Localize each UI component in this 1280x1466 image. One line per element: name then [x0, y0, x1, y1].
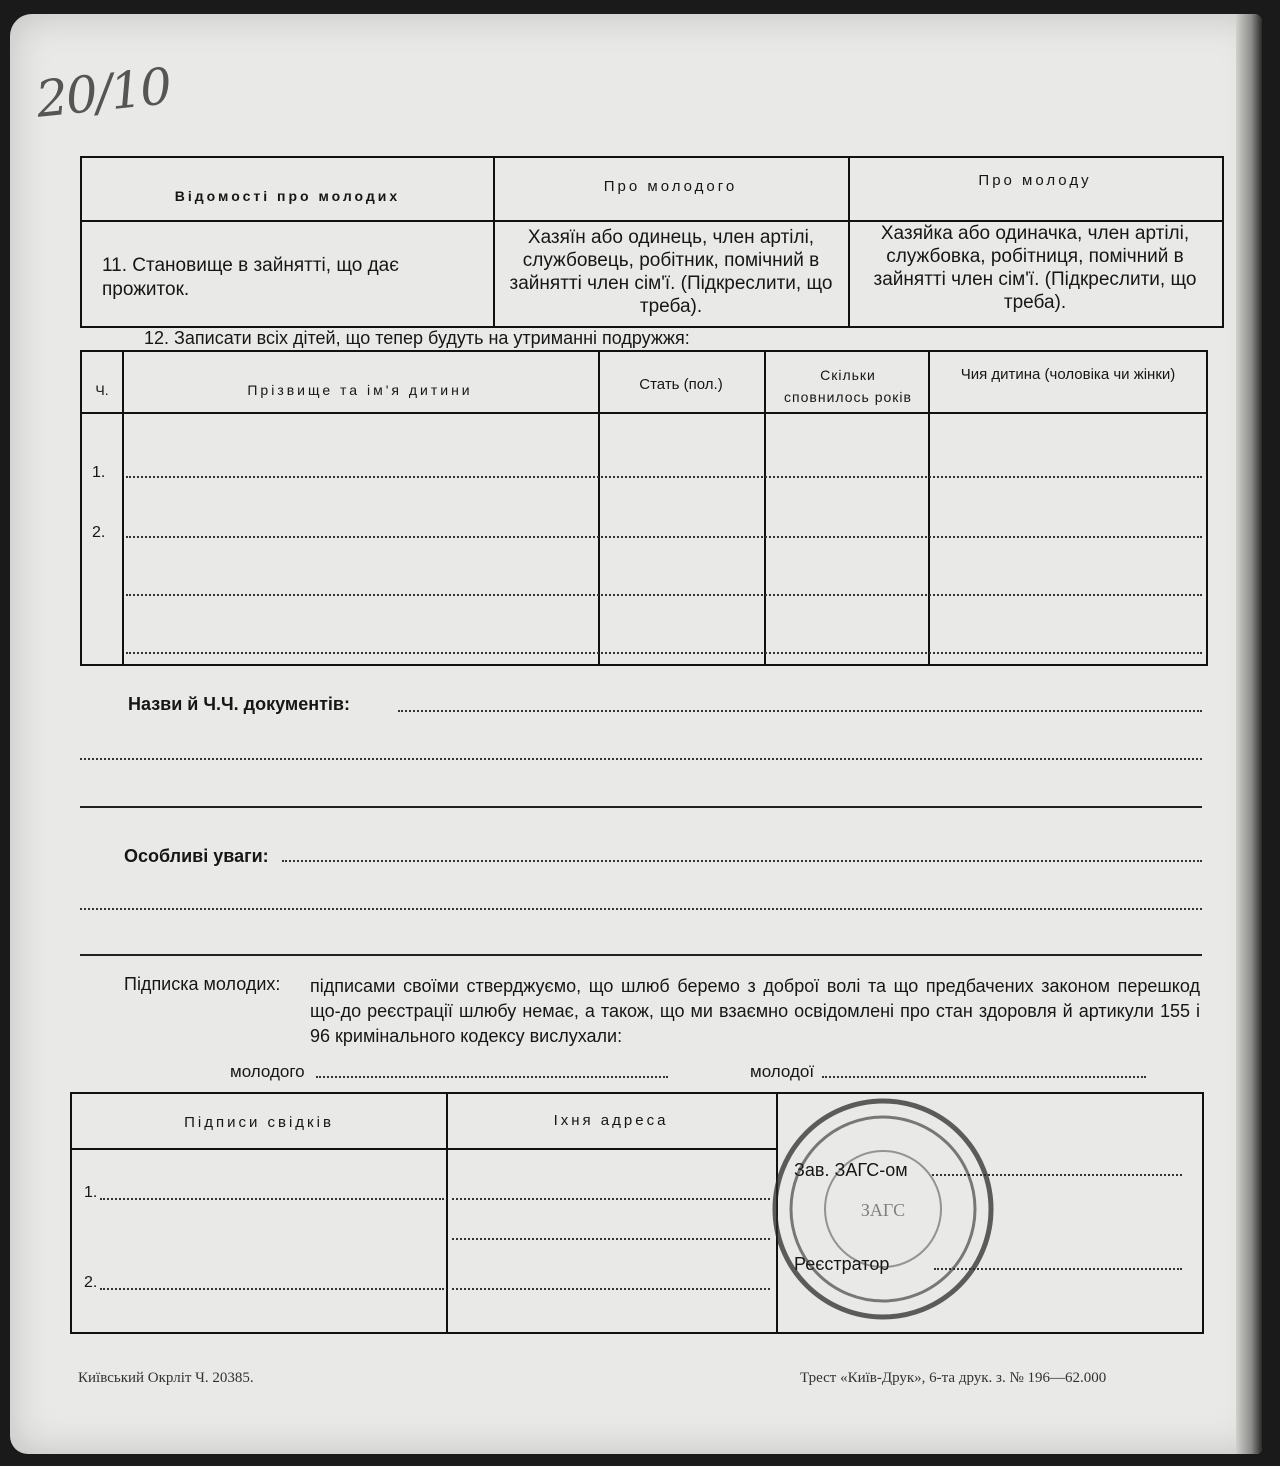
- witness-1-address[interactable]: [452, 1198, 770, 1200]
- footer-right: Трест «Київ-Друк», 6-та друк. з. № 196—62.000: [800, 1370, 1107, 1386]
- documents-label: Назви й Ч.Ч. документів:: [128, 694, 350, 714]
- col-num: Ч.: [95, 382, 109, 398]
- col-whose: Чия дитина (чоловіка чи жінки): [960, 366, 1176, 383]
- col-name: Прізвище та ім'я дитини: [247, 382, 473, 398]
- witness-1-sign[interactable]: [100, 1198, 444, 1200]
- signature-label: Підписка молодих:: [124, 974, 281, 994]
- witness-2-sign[interactable]: [100, 1288, 444, 1290]
- child-row-2: 2.: [92, 524, 106, 541]
- handwritten-number: 20/10: [33, 57, 173, 129]
- witness-row-1: 1.: [84, 1184, 98, 1201]
- header-groom: Про молодого: [603, 178, 738, 195]
- remarks-field[interactable]: [282, 860, 1202, 862]
- row-11-label: 11. Становище в зайнятті, що дає прожиток.: [102, 255, 399, 300]
- info-table: [80, 156, 1224, 328]
- children-table: [80, 350, 1208, 666]
- bride-sign-label: молодої: [750, 1062, 815, 1081]
- head-label: Зав. ЗАГС-ом: [794, 1160, 908, 1180]
- groom-sign-label: молодого: [230, 1062, 305, 1081]
- documents-field[interactable]: [398, 710, 1202, 712]
- child-row-1: 1.: [92, 464, 106, 481]
- witness-2-address[interactable]: [452, 1288, 770, 1290]
- stamp-text: ЗАГС: [860, 1200, 906, 1220]
- col-witness-address: Іхня адреса: [553, 1112, 669, 1129]
- page-edge: [1236, 14, 1262, 1454]
- header-info: Відомості про молодих: [174, 188, 401, 204]
- registrar-label: Реєстратор: [794, 1254, 890, 1274]
- form-page: [10, 14, 1262, 1454]
- col-sex: Стать (пол.): [639, 376, 723, 393]
- header-bride: Про молоду: [978, 172, 1092, 189]
- col-witness-sign: Підписи свідків: [184, 1114, 334, 1131]
- witness-row-2: 2.: [84, 1274, 98, 1291]
- footer-left: Київський Окрліт Ч. 20385.: [78, 1370, 254, 1386]
- col-age: Скільки сповнилось років: [784, 367, 912, 405]
- bride-occupation: Хазяйка або одиначка, член артілі, службовка, робітниця, помічний в зайнятті член сім'ї. (Підкреслити, що треба).: [873, 223, 1197, 313]
- official-stamp: [768, 1094, 998, 1324]
- children-caption: 12. Записати всіх дітей, що тепер будуть на утриманні подружжя:: [144, 328, 690, 348]
- signature-text: підписами своїми стверджуємо, що шлюб беремо з доброї волі та що предбачених законом перешкод що-до реєстрації шлюбу немає, а також, що ми взаємно освідомлені про стан здоровля й артикули 155 і 96 кримінального кодексу вислухали:: [310, 976, 1200, 1046]
- groom-sign-field[interactable]: [316, 1076, 668, 1078]
- remarks-label: Особливі уваги:: [124, 846, 269, 866]
- groom-occupation: Хазяїн або одинець, член артілі, службовець, робітник, помічний в зайнятті член сім'ї. (Підкреслити, що треба).: [509, 227, 833, 317]
- bride-sign-field[interactable]: [822, 1076, 1146, 1078]
- witnesses-table: [70, 1092, 1204, 1334]
